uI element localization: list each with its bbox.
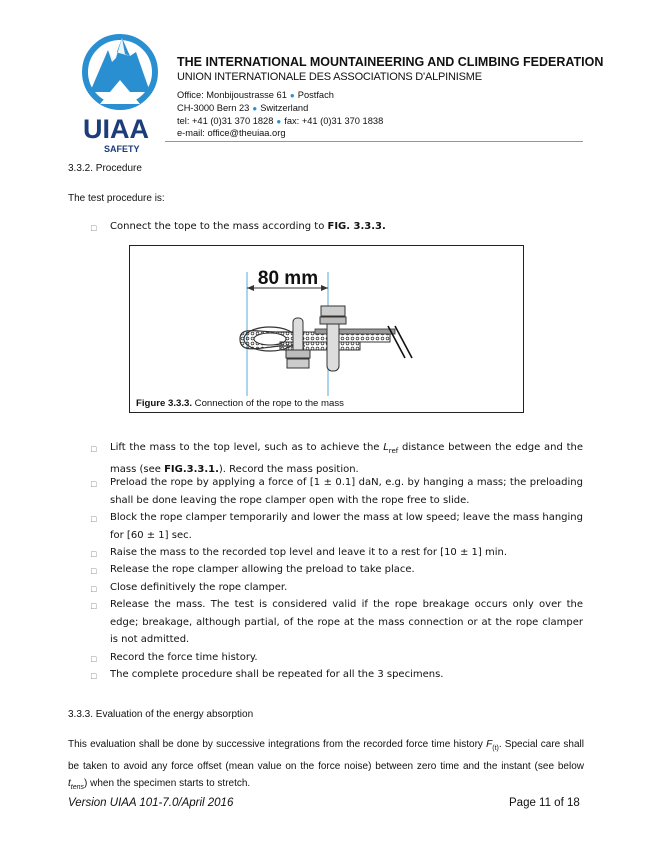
checkbox-bullet-icon: □ (91, 479, 97, 489)
checkbox-bullet-icon: □ (91, 549, 97, 559)
step-text: ). Record the mass position. (218, 463, 359, 475)
telephone: tel: +41 (0)31 370 1828 (177, 116, 274, 126)
fax: fax: +41 (0)31 370 1838 (284, 116, 384, 126)
variable: L (383, 442, 389, 453)
step-text: Lift the mass to the top level, such as to achieve the (110, 442, 384, 453)
checkbox-bullet-icon: □ (91, 566, 97, 576)
office-address-line (177, 90, 334, 100)
checkbox-bullet-icon: □ (91, 514, 97, 524)
checkbox-bullet-icon: □ (91, 654, 97, 664)
figure-reference: FIG. 3.3.3. (327, 221, 386, 232)
procedure-step-connect (110, 218, 583, 236)
page-number: Page 11 of 18 (509, 797, 580, 809)
procedure-step-release-mass: Release the mass. The test is considered valid if the rope breakage occurs only over the edge; breakage, although partial, of the rope at the mass connection or at the rope clamper is not admitted. (110, 599, 583, 645)
checkbox-bullet-icon: □ (91, 601, 97, 611)
city: CH-3000 Bern 23 (177, 103, 250, 113)
procedure-step-preload: Preload the rope by applying a force of [1 ± 0.1] daN, e.g. by hanging a mass; the preloading shall be done leaving the rope clamper open with the rope free to slide. (110, 477, 583, 506)
step-text: Connect the tope to the mass according to (110, 221, 328, 232)
header-divider (165, 141, 583, 142)
subscript: ref (388, 447, 399, 455)
procedure-intro: The test procedure is: (68, 193, 165, 204)
dimension-label: 80 mm (257, 268, 319, 289)
checkbox-bullet-icon: □ (91, 584, 97, 594)
logo-safety-label: SAFETY (104, 144, 140, 154)
section-heading-energy-absorption: 3.3.3. Evaluation of the energy absorption (68, 709, 254, 720)
procedure-step-release-clamper: Release the rope clamper allowing the preload to take place. (110, 564, 415, 575)
energy-absorption-paragraph (68, 736, 584, 797)
figure-caption-label: Figure 3.3.3. (136, 398, 192, 409)
logo-wordmark: UIAA (83, 114, 149, 144)
variable: F (486, 739, 493, 750)
office-postbox: Postfach (297, 90, 334, 100)
document-version: Version UIAA 101-7.0/April 2016 (68, 797, 234, 809)
figure-rope-connection (129, 245, 524, 413)
step-text: distance between the edge and the mass (see (110, 442, 583, 475)
para-text: ) when the specimen starts to stretch. (84, 778, 251, 789)
rope-connection-diagram (130, 246, 523, 412)
figure-caption-text: Connection of the rope to the mass (191, 398, 344, 409)
bullet-icon: ● (289, 91, 295, 100)
phone-line (177, 116, 383, 126)
procedure-step-raise: Raise the mass to the recorded top level and leave it to a rest for [10 ± 1] min. (110, 547, 508, 558)
email-line: e-mail: office@theuiaa.org (177, 128, 286, 138)
para-text: . Special care shall be taken to avoid any force offset (mean value on the force noise) between zero time and the instant (see below (68, 739, 584, 772)
checkbox-bullet-icon: □ (91, 671, 97, 681)
procedure-step-close-clamper: Close definitively the rope clamper. (110, 582, 288, 593)
procedure-step-repeat: The complete procedure shall be repeated for all the 3 specimens. (110, 669, 444, 680)
office-street: Office: Monbijoustrasse 61 (177, 90, 287, 100)
org-title: THE INTERNATIONAL MOUNTAINEERING AND CLIMBING FEDERATION (177, 55, 604, 69)
figure-reference: FIG.3.3.1. (164, 463, 219, 475)
subscript: tens (70, 784, 85, 791)
figure-caption (136, 398, 344, 409)
bullet-icon: ● (276, 117, 282, 126)
bullet-icon: ● (252, 104, 258, 113)
checkbox-bullet-icon: □ (91, 444, 97, 454)
procedure-step-record: Record the force time history. (110, 652, 258, 663)
checkbox-bullet-icon: □ (91, 223, 97, 233)
subscript: (t) (492, 745, 499, 752)
section-heading-procedure: 3.3.2. Procedure (68, 163, 142, 174)
country: Switzerland (260, 103, 309, 113)
procedure-step-block: Block the rope clamper temporarily and lower the mass at low speed; leave the mass hanging for [60 ± 1] sec. (110, 512, 583, 541)
variable: t (68, 778, 71, 789)
city-line (177, 103, 308, 113)
para-text: This evaluation shall be done by successive integrations from the recorded force time history (68, 739, 487, 750)
org-subtitle: UNION INTERNATIONALE DES ASSOCIATIONS D'ALPINISME (177, 71, 482, 83)
procedure-step-lift (110, 439, 583, 478)
